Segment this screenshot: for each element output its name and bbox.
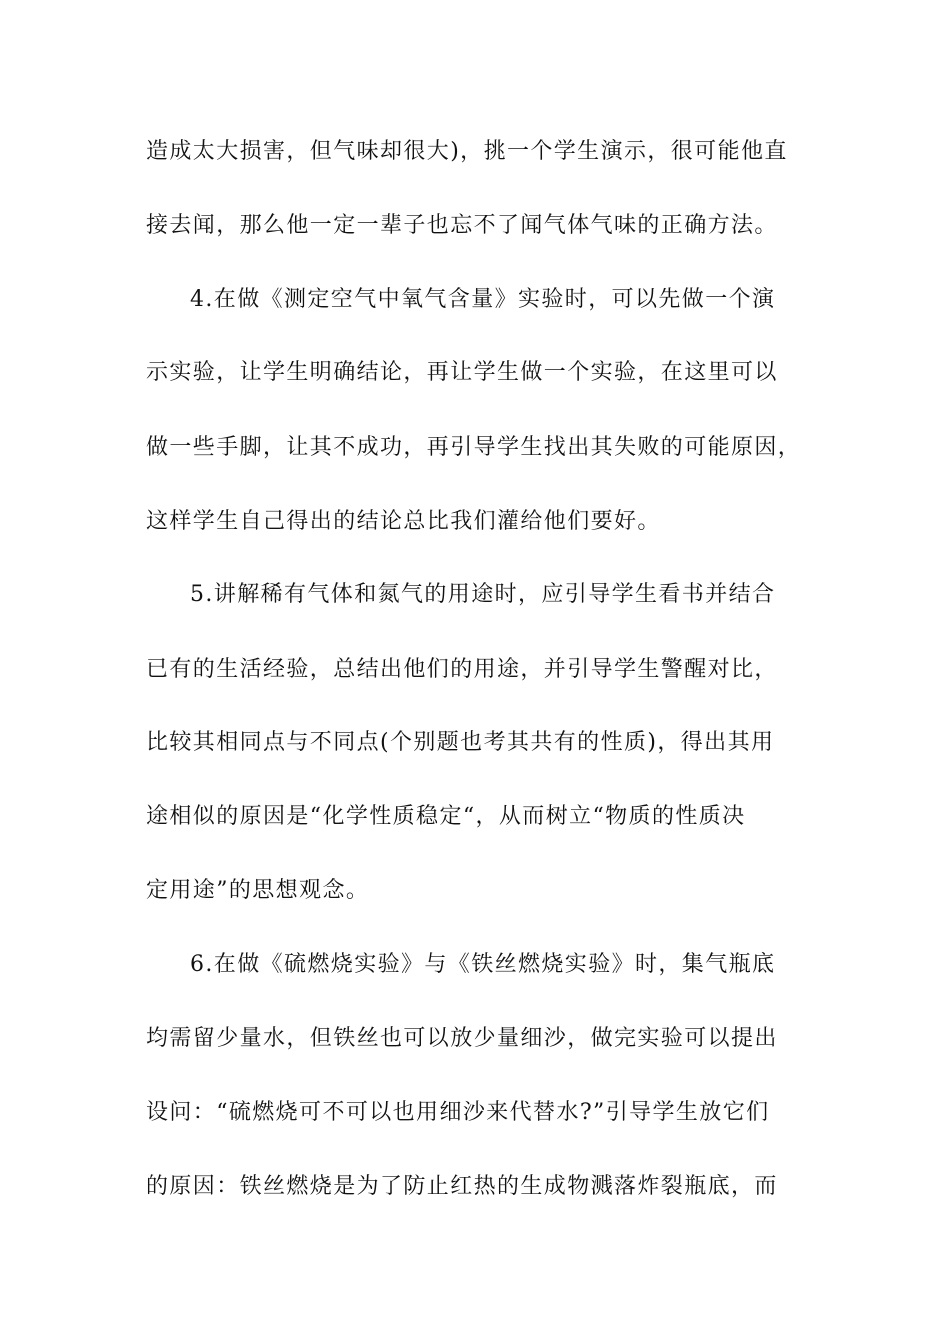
text-line-4: 示实验，让学生明确结论，再让学生做一个实验，在这里可以 xyxy=(146,360,778,385)
text-line-10: 途相似的原因是“化学性质稳定“，从而树立“物质的性质决 xyxy=(146,804,746,829)
text-line-15: 的原因：铁丝燃烧是为了防止红热的生成物溅落炸裂瓶底，而 xyxy=(146,1174,778,1199)
text-line-8: 已有的生活经验，总结出他们的用途，并引导学生警醒对比， xyxy=(146,657,778,682)
text-line-11: 定用途”的思想观念。 xyxy=(146,878,370,903)
text-line-14: 设问：“硫燃烧可不可以也用细沙来代替水?”引导学生放它们 xyxy=(146,1100,770,1125)
text-line-3: 4.在做《测定空气中氧气含量》实验时，可以先做一个演 xyxy=(190,287,776,312)
text-line-9: 比较其相同点与不同点(个别题也考其共有的性质)，得出其用 xyxy=(146,730,775,755)
text-line-7: 5.讲解稀有气体和氮气的用途时，应引导学生看书并结合 xyxy=(190,582,776,607)
text-line-12: 6.在做《硫燃烧实验》与《铁丝燃烧实验》时，集气瓶底 xyxy=(190,952,776,977)
text-line-1: 造成太大损害，但气味却很大)，挑一个学生演示，很可能他直 xyxy=(146,139,788,164)
text-line-13: 均需留少量水，但铁丝也可以放少量细沙，做完实验可以提出 xyxy=(146,1026,778,1051)
text-line-2: 接去闻，那么他一定一辈子也忘不了闻气体气味的正确方法。 xyxy=(146,213,778,238)
text-line-5: 做一些手脚，让其不成功，再引导学生找出其失败的可能原因， xyxy=(146,435,802,460)
text-line-6: 这样学生自己得出的结论总比我们灌给他们要好。 xyxy=(146,509,661,534)
